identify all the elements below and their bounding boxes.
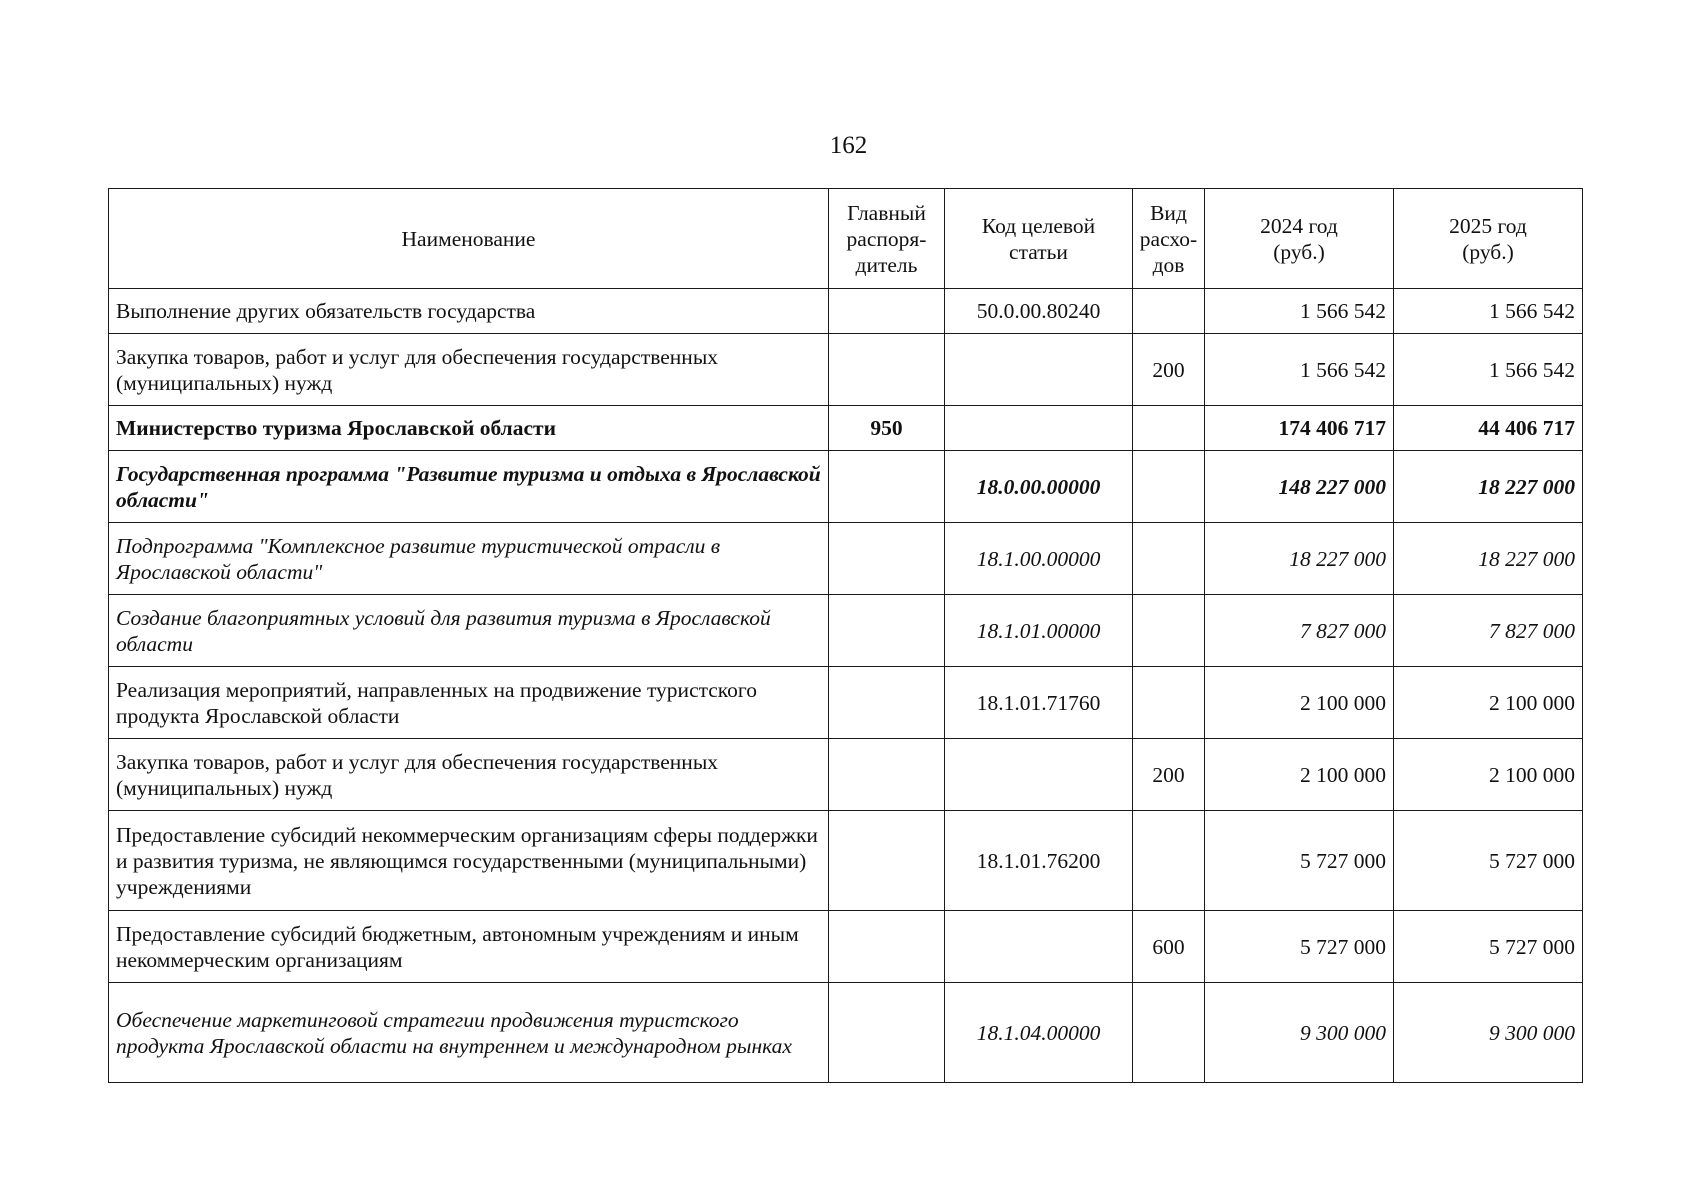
cell-expense-type [1133, 451, 1205, 523]
cell-administrator [829, 983, 945, 1083]
table-row [109, 523, 1583, 595]
cell-administrator [829, 911, 945, 983]
cell-name: Закупка товаров, работ и услуг для обеспечения государственных (муниципальных) нужд [109, 739, 829, 811]
cell-name: Обеспечение маркетинговой стратегии продвижения туристского продукта Ярославской области на внутреннем и международном рынках [109, 983, 829, 1083]
table-row [109, 451, 1583, 523]
table-header-row [109, 189, 1583, 289]
cell-year-2025: 1 566 542 [1394, 334, 1583, 406]
cell-target-code [945, 739, 1133, 811]
cell-expense-type [1133, 811, 1205, 911]
header-expense-type [1133, 189, 1205, 289]
cell-year-2024: 2 100 000 [1205, 667, 1394, 739]
cell-name: Предоставление субсидий некоммерческим организациям сферы поддержки и развития туризма, не являющимся государственными (муниципальными) учреждениями [109, 811, 829, 911]
cell-year-2025: 2 100 000 [1394, 667, 1583, 739]
cell-name: Реализация мероприятий, направленных на продвижение туристского продукта Ярославской области [109, 667, 829, 739]
cell-target-code: 18.1.01.00000 [945, 595, 1133, 667]
cell-expense-type: 600 [1133, 911, 1205, 983]
cell-name: Министерство туризма Ярославской области [109, 406, 829, 451]
cell-year-2025: 5 727 000 [1394, 911, 1583, 983]
cell-year-2024: 5 727 000 [1205, 911, 1394, 983]
cell-administrator: 950 [829, 406, 945, 451]
header-year-2024-label: 2024 год (руб.) [1260, 213, 1338, 264]
cell-year-2024: 148 227 000 [1205, 451, 1394, 523]
cell-expense-type [1133, 406, 1205, 451]
cell-year-2025: 1 566 542 [1394, 289, 1583, 334]
cell-year-2024: 5 727 000 [1205, 811, 1394, 911]
cell-administrator [829, 739, 945, 811]
table-row [109, 406, 1583, 451]
cell-name: Подпрограмма "Комплексное развитие туристической отрасли в Ярославской области" [109, 523, 829, 595]
cell-target-code [945, 334, 1133, 406]
table-row [109, 289, 1583, 334]
cell-expense-type [1133, 595, 1205, 667]
header-target-code-label: Код целевой статьи [981, 213, 1096, 264]
cell-target-code: 18.0.00.00000 [945, 451, 1133, 523]
cell-target-code: 18.1.01.76200 [945, 811, 1133, 911]
cell-administrator [829, 523, 945, 595]
cell-year-2025: 9 300 000 [1394, 983, 1583, 1083]
cell-name: Выполнение других обязательств государства [109, 289, 829, 334]
header-administrator [829, 189, 945, 289]
page-number: 162 [829, 132, 868, 159]
table-row [109, 739, 1583, 811]
cell-expense-type: 200 [1133, 334, 1205, 406]
cell-expense-type: 200 [1133, 739, 1205, 811]
table-row [109, 911, 1583, 983]
cell-name: Закупка товаров, работ и услуг для обеспечения государственных (муниципальных) нужд [109, 334, 829, 406]
cell-year-2025: 18 227 000 [1394, 451, 1583, 523]
cell-year-2024: 7 827 000 [1205, 595, 1394, 667]
header-name [109, 189, 829, 289]
header-name-label: Наименование [401, 226, 536, 251]
cell-expense-type [1133, 983, 1205, 1083]
header-administrator-label: Главный распоря- дитель [846, 200, 927, 277]
cell-expense-type [1133, 667, 1205, 739]
cell-name: Предоставление субсидий бюджетным, автономным учреждениям и иным некоммерческим организациям [109, 911, 829, 983]
cell-year-2024: 174 406 717 [1205, 406, 1394, 451]
table-row [109, 334, 1583, 406]
header-target-code [945, 189, 1133, 289]
cell-administrator [829, 595, 945, 667]
cell-target-code: 18.1.04.00000 [945, 983, 1133, 1083]
cell-year-2025: 5 727 000 [1394, 811, 1583, 911]
cell-target-code: 18.1.00.00000 [945, 523, 1133, 595]
header-year-2024 [1205, 189, 1394, 289]
table-row [109, 983, 1583, 1083]
cell-administrator [829, 289, 945, 334]
budget-table [108, 188, 1583, 1083]
cell-year-2024: 9 300 000 [1205, 983, 1394, 1083]
cell-name: Создание благоприятных условий для развития туризма в Ярославской области [109, 595, 829, 667]
cell-year-2024: 1 566 542 [1205, 334, 1394, 406]
header-year-2025-label: 2025 год (руб.) [1449, 213, 1527, 264]
cell-year-2024: 2 100 000 [1205, 739, 1394, 811]
header-year-2025 [1394, 189, 1583, 289]
cell-expense-type [1133, 523, 1205, 595]
cell-year-2025: 7 827 000 [1394, 595, 1583, 667]
cell-administrator [829, 667, 945, 739]
table-row [109, 595, 1583, 667]
cell-administrator [829, 334, 945, 406]
table-row [109, 811, 1583, 911]
cell-administrator [829, 451, 945, 523]
cell-year-2024: 1 566 542 [1205, 289, 1394, 334]
cell-name: Государственная программа "Развитие туризма и отдыха в Ярославской области" [109, 451, 829, 523]
cell-year-2024: 18 227 000 [1205, 523, 1394, 595]
cell-administrator [829, 811, 945, 911]
cell-expense-type [1133, 289, 1205, 334]
cell-year-2025: 18 227 000 [1394, 523, 1583, 595]
cell-year-2025: 2 100 000 [1394, 739, 1583, 811]
cell-target-code [945, 406, 1133, 451]
cell-target-code [945, 911, 1133, 983]
cell-year-2025: 44 406 717 [1394, 406, 1583, 451]
table-row [109, 667, 1583, 739]
cell-target-code: 18.1.01.71760 [945, 667, 1133, 739]
header-expense-type-label: Вид расхо- дов [1139, 200, 1198, 277]
cell-target-code: 50.0.00.80240 [945, 289, 1133, 334]
